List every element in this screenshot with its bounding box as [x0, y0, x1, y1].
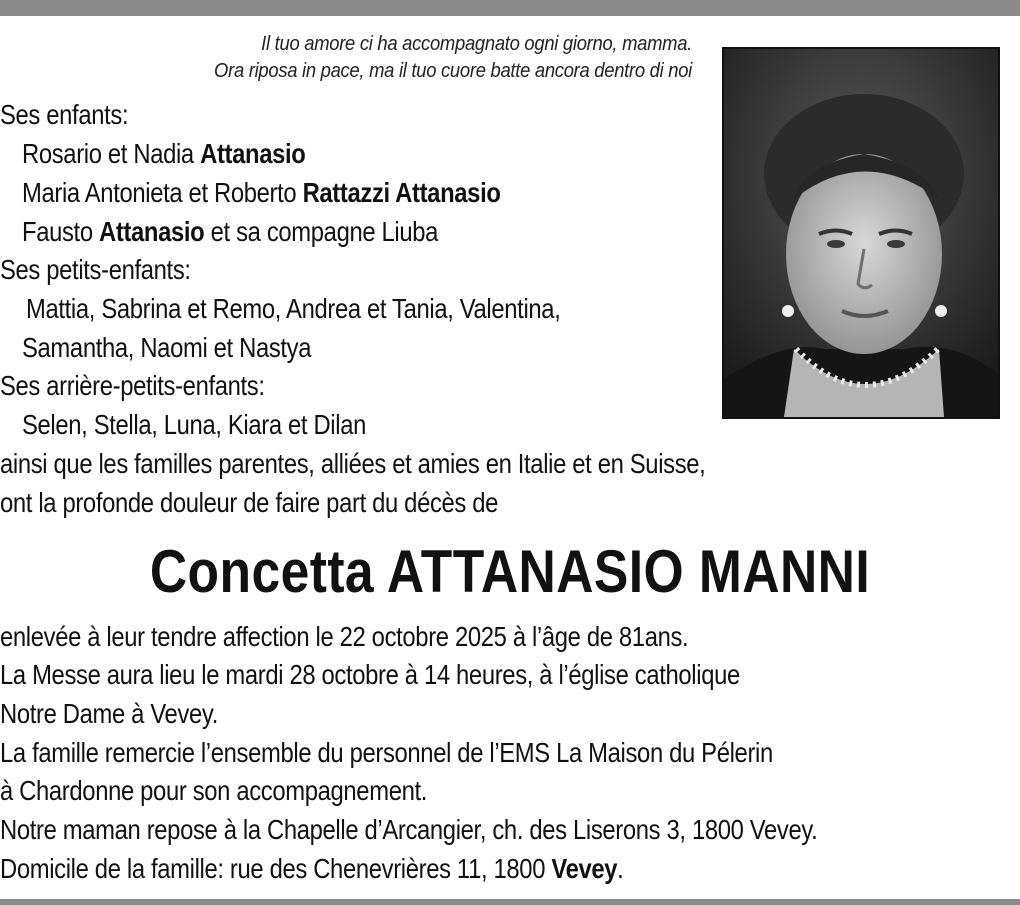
detail-line-3: Notre Dame à Vevey.: [0, 698, 218, 729]
child-line-1: Rosario et Nadia Attanasio: [22, 138, 306, 169]
detail-line-4: La famille remercie l’ensemble du personnel de l’EMS La Maison du Pélerin: [0, 737, 773, 768]
detail-line-6: Notre maman repose à la Chapelle d’Arcangier, ch. des Liserons 3, 1800 Vevey.: [0, 814, 818, 845]
great-grandchildren-line: Selen, Stella, Luna, Kiara et Dilan: [22, 409, 366, 440]
grandchildren-line-1: Mattia, Sabrina et Remo, Andrea et Tania, Valentina,: [26, 293, 561, 324]
relatives-line: ainsi que les familles parentes, alliées et amies en Italie et en Suisse,: [0, 448, 706, 479]
detail-line-1: enlevée à leur tendre affection le 22 octobre 2025 à l’âge de 81ans.: [0, 621, 689, 652]
top-rule: [0, 0, 1020, 16]
child-line-3: Fausto Attanasio et sa compagne Liuba: [22, 216, 439, 247]
grandchildren-line-2: Samantha, Naomi et Nastya: [22, 332, 312, 363]
children-heading: Ses enfants:: [0, 99, 129, 130]
grandchildren-heading: Ses petits-enfants:: [0, 254, 191, 285]
child-line-2: Maria Antonieta et Roberto Rattazzi Attanasio: [22, 177, 501, 208]
epigraph-line-2: Ora riposa in pace, ma il tuo cuore batte ancora dentro di noi: [214, 60, 692, 82]
detail-line-5: à Chardonne pour son accompagnement.: [0, 775, 428, 806]
announcement-line: ont la profonde douleur de faire part du décès de: [0, 487, 499, 518]
deceased-name: Concetta ATTANASIO MANNI: [149, 538, 871, 605]
detail-line-2: La Messe aura lieu le mardi 28 octobre à 14 heures, à l’église catholique: [0, 659, 740, 690]
portrait-photo: [722, 47, 1000, 419]
detail-line-7: Domicile de la famille: rue des Chenevrières 11, 1800 Vevey.: [0, 853, 624, 884]
bottom-rule: [0, 899, 1020, 905]
great-grandchildren-heading: Ses arrière-petits-enfants:: [0, 370, 265, 401]
epigraph-line-1: Il tuo amore ci ha accompagnato ogni giorno, mamma.: [261, 33, 692, 55]
